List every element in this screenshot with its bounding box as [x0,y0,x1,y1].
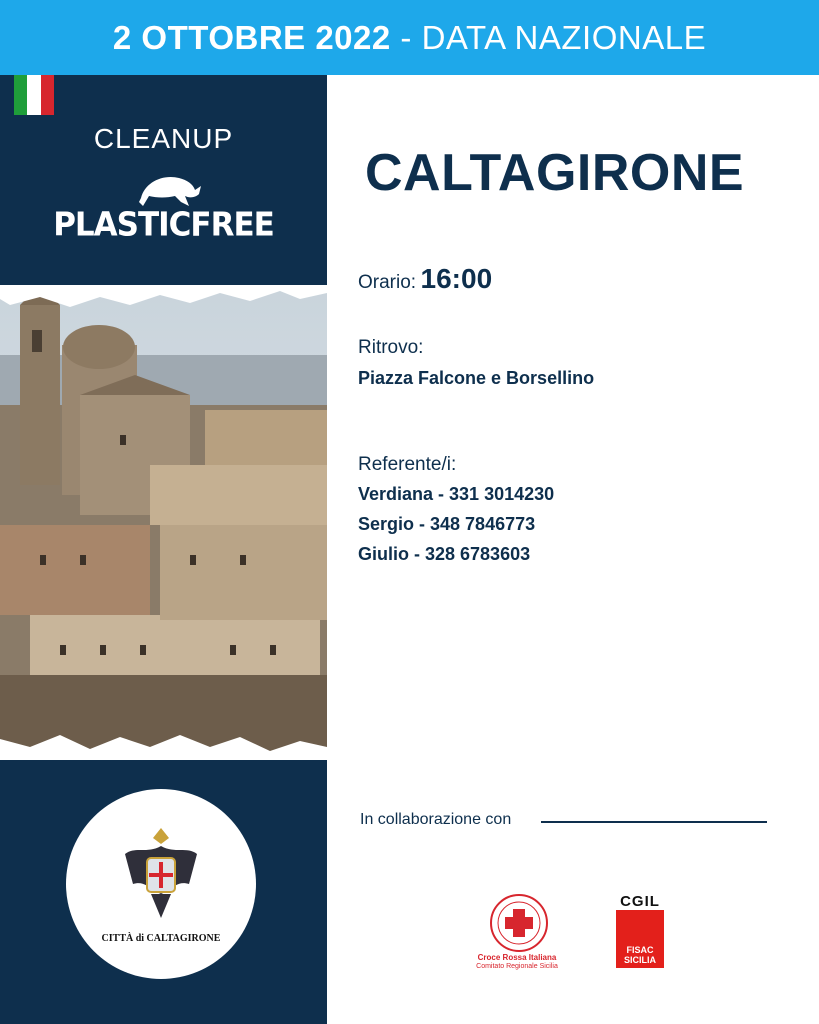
meeting-place: Piazza Falcone e Borsellino [358,368,595,388]
cgil-label: CGIL [620,893,660,910]
city-logo-caption: CITTÀ di CALTAGIRONE [101,933,221,944]
header-banner [0,0,819,75]
collaboration-label: In collaborazione con [360,811,512,828]
contacts-label: Referente/i: [358,454,457,475]
city-title: CALTAGIRONE [365,144,745,202]
caltagirone-town-photo [0,285,327,760]
cgil-fisac-logo [616,893,664,971]
event-details [327,75,819,1024]
contact-item: Verdiana - 331 3014230 [358,484,555,504]
header-subtitle: DATA NAZIONALE [421,18,707,56]
event-date: 2 OTTOBRE 2022 [112,18,391,56]
city-logo [66,789,256,979]
meeting-label: Ritrovo: [358,337,424,358]
fisac-box [616,910,664,968]
red-cross-name: Croce Rossa Italiana [477,953,557,962]
header-separator: - [390,18,422,56]
collaboration-divider [541,821,767,823]
fisac-label: FISAC SICILIA [623,945,656,965]
contact-item: Sergio - 348 7846773 [358,514,536,534]
plasticfree-logo: PLASTICFREE [53,206,274,244]
red-cross-committee: Comitato Regionale Sicilia [476,963,558,970]
cleanup-label: CLEANUP [93,123,234,154]
contact-item: Giulio - 328 6783603 [358,544,531,564]
city-crest-icon [121,824,201,924]
left-panel [0,75,327,1024]
time-value: 16:00 [420,263,493,294]
time-label: Orario: [358,272,417,293]
time-row [358,263,492,295]
italian-flag-icon [14,75,54,115]
